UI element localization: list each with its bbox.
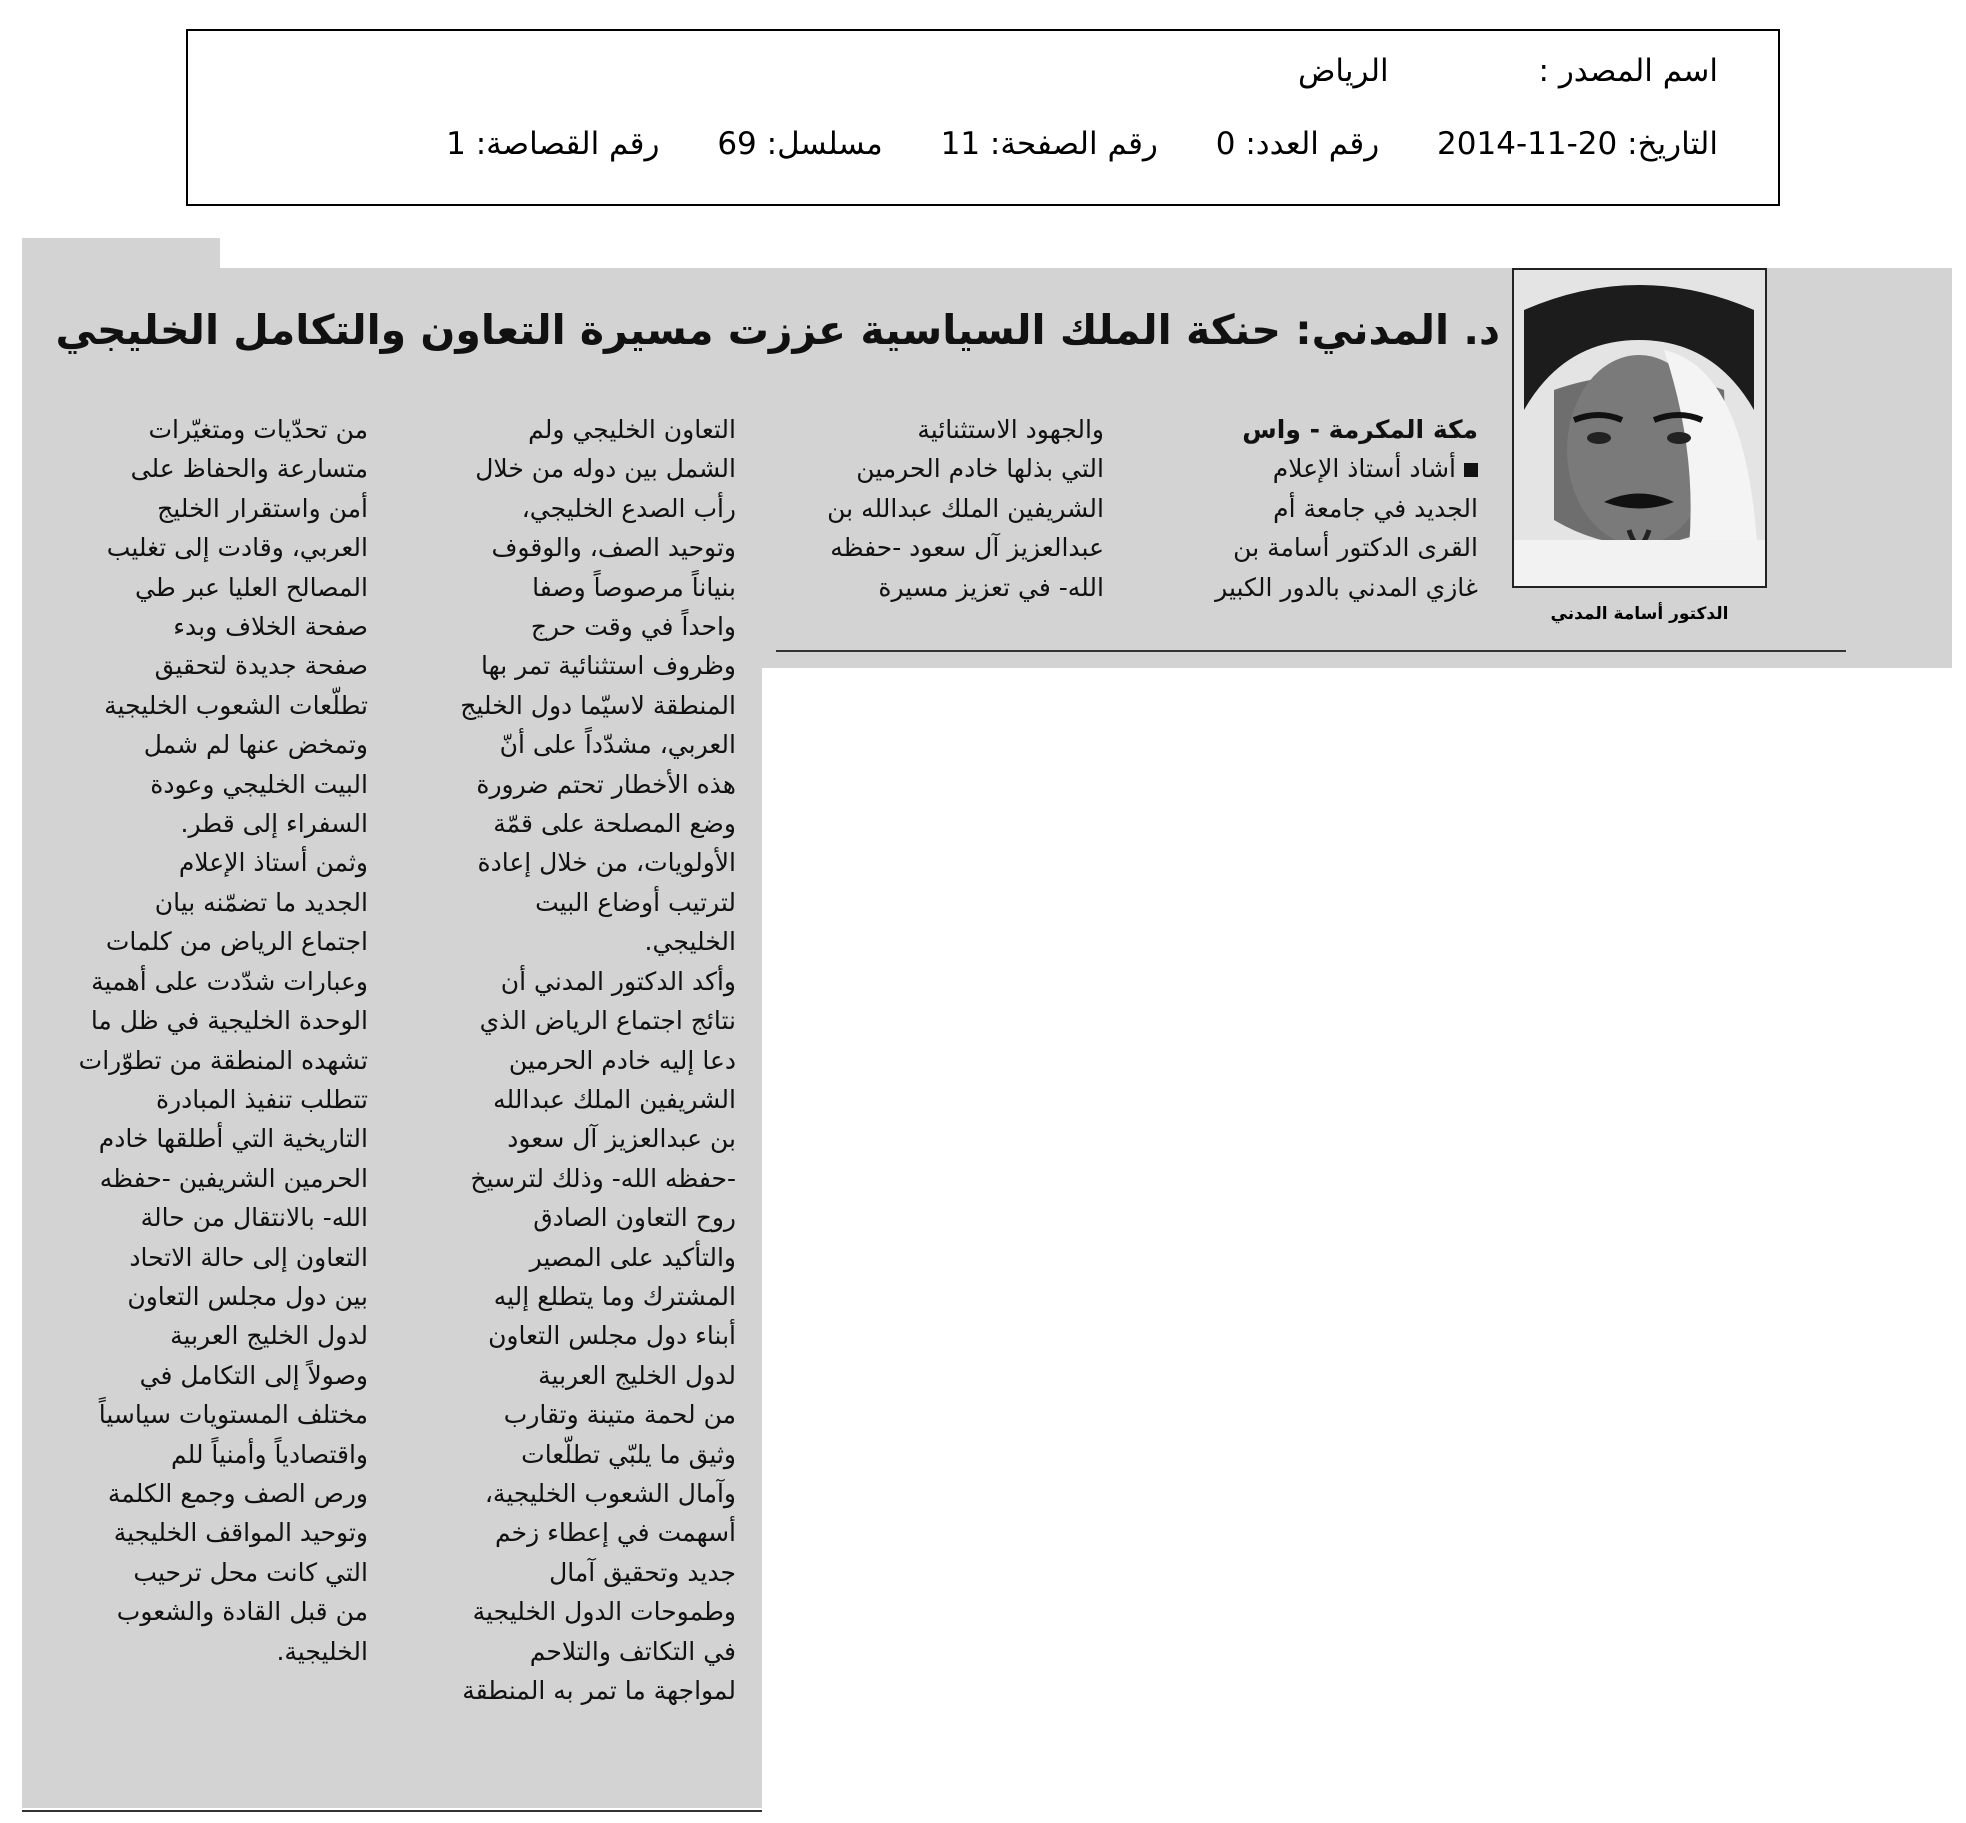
column-line: الله- بالانتقال من حالة (140, 1203, 368, 1233)
column-line: العربي، مشدّداً على أنّ (499, 730, 736, 760)
column-line: بن عبدالعزيز آل سعود (507, 1124, 736, 1154)
serial-field (717, 126, 882, 162)
issue-label: رقم العدد: (1245, 126, 1380, 162)
issue-value: 0 (1215, 126, 1236, 162)
issue-field (1216, 126, 1379, 162)
column-line: المصالح العليا عبر طي (135, 572, 368, 602)
column-line: وتوحيد الصف، والوقوف (491, 533, 736, 563)
column-line: وتمخض عنها لم شمل (143, 730, 368, 760)
column-line: لدول الخليج العربية (170, 1321, 368, 1351)
column-line: صفحة الخلاف وبدء (173, 612, 368, 642)
column-line: أبناء دول مجلس التعاون (488, 1321, 736, 1351)
column-line: الوحدة الخليجية في ظل ما (90, 1006, 368, 1036)
date-field (1437, 126, 1718, 162)
section-divider (776, 650, 1846, 652)
column-line: الشريفين الملك عبدالله بن (827, 493, 1104, 523)
portrait-photo (1512, 268, 1767, 588)
column-line: القرى الدكتور أسامة بن (1233, 533, 1478, 563)
details-row (398, 126, 1718, 162)
column-line: تتطلب تنفيذ المبادرة (155, 1084, 368, 1114)
bullet-square-icon (1464, 463, 1478, 477)
column-line: الخليجية. (276, 1636, 368, 1666)
column-line: لدول الخليج العربية (538, 1360, 736, 1390)
source-row (1298, 53, 1718, 89)
serial-value: 69 (717, 126, 757, 162)
column-line: رأب الصدع الخليجي، (521, 493, 736, 523)
column-line: صفحة جديدة لتحقيق (154, 651, 368, 681)
column-line: غازي المدني بالدور الكبير (1215, 572, 1478, 602)
clip-number-label: رقم القصاصة: (475, 126, 660, 162)
column-line: التي بذلها خادم الحرمين (856, 454, 1104, 484)
column-line: في التكاتف والتلاحم (529, 1636, 736, 1666)
column-line: وأكد الدكتور المدني أن (500, 966, 736, 996)
column-line: التاريخية التي أطلقها خادم (98, 1124, 368, 1154)
column-line: وظروف استثنائية تمر بها (481, 651, 736, 681)
column-line (1178, 449, 1478, 488)
column-line: الحرمين الشريفين -حفظه (99, 1163, 368, 1193)
serial-label: مسلسل: (766, 126, 883, 162)
column-line: واقتصادياً وأمنياً للم (170, 1439, 368, 1469)
portrait-illustration (1514, 270, 1765, 586)
column-line: نتائج اجتماع الرياض الذي (479, 1006, 736, 1036)
page-value: 11 (940, 126, 981, 162)
column-line: مختلف المستويات سياسياً (98, 1400, 368, 1430)
source-value: الرياض (1297, 53, 1389, 89)
column-line: بين دول مجلس التعاون (127, 1281, 368, 1311)
page-label: رقم الصفحة: (989, 126, 1158, 162)
column-line: وصولاً إلى التكامل في (139, 1360, 368, 1390)
article-column-1 (1178, 410, 1478, 607)
article-dateline: مكة المكرمة - واس (1242, 415, 1478, 444)
column-line: التعاون الخليجي ولم (528, 415, 736, 444)
column-line: العربي، وقادت إلى تغليب (106, 533, 368, 563)
article-headline: د. المدني: حنكة الملك السياسية عززت مسيرة التعاون والتكامل الخليجي (55, 306, 1500, 354)
column-line: عبدالعزيز آل سعود -حفظه (830, 533, 1104, 563)
column-line: أمن واستقرار الخليج (157, 493, 368, 523)
column-line: متسارعة والحفاظ على (130, 454, 368, 484)
column-line: الجديد ما تضمّنه بيان (154, 887, 368, 917)
column-line: من قبل القادة والشعوب (116, 1597, 368, 1627)
column-line: من لحمة متينة وتقارب (503, 1400, 736, 1430)
photo-caption: الدكتور أسامة المدني (1550, 604, 1729, 624)
date-label: التاريخ: (1627, 126, 1718, 162)
column-line: واحداً في وقت حرج (530, 612, 736, 642)
column-line: جديد وتحقيق آمال (549, 1557, 736, 1587)
column-line: لترتيب أوضاع البيت (535, 887, 736, 917)
page-field (941, 126, 1158, 162)
article-column-2 (774, 410, 1104, 607)
column-line: وثمن أستاذ الإعلام (178, 848, 368, 878)
column-line: التعاون إلى حالة الاتحاد (129, 1242, 368, 1272)
column-line: وطموحات الدول الخليجية (472, 1597, 736, 1627)
column-line: اجتماع الرياض من كلمات (105, 927, 368, 957)
column-line: دعا إليه خادم الحرمين (508, 1045, 736, 1075)
column-line: وثيق ما يلبّي تطلّعات (521, 1439, 736, 1469)
column-line: هذه الأخطار تحتم ضرورة (476, 769, 736, 799)
source-label: اسم المصدر : (1538, 53, 1718, 89)
bottom-divider (22, 1810, 762, 1812)
clipping-scan-tab (22, 238, 220, 270)
column-line: التي كانت محل ترحيب (133, 1557, 368, 1587)
column-line: الله- في تعزيز مسيرة (878, 572, 1104, 602)
column-line-text: أشاد أستاذ الإعلام (1272, 454, 1456, 484)
column-line: لمواجهة ما تمر به المنطقة (462, 1676, 736, 1705)
column-line: تشهده المنطقة من تطوّرات (78, 1045, 368, 1075)
column-line: الشريفين الملك عبدالله (493, 1084, 736, 1114)
clip-number-field (446, 126, 659, 162)
date-value: 20-11-2014 (1437, 126, 1618, 162)
column-line: المشترك وما يتطلع إليه (493, 1281, 736, 1311)
column-line: الجديد في جامعة أم (1273, 493, 1478, 523)
column-line: وتوحيد المواقف الخليجية (113, 1518, 368, 1548)
column-line: الأولويات، من خلال إعادة (477, 848, 736, 878)
column-line: ورص الصف وجمع الكلمة (107, 1478, 368, 1508)
column-line: وضع المصلحة على قمّة (493, 809, 736, 839)
column-line: السفراء إلى قطر. (180, 809, 368, 839)
article-column-4 (38, 410, 368, 1671)
column-line: وآمال الشعوب الخليجية، (484, 1478, 736, 1508)
column-line: الشمل بين دوله من خلال (475, 454, 736, 484)
column-line: تطلّعات الشعوب الخليجية (104, 690, 368, 720)
column-line: أسهمت في إعطاء زخم (495, 1518, 736, 1548)
column-line: والجهود الاستثنائية (917, 415, 1104, 444)
article-column-3 (406, 410, 736, 1710)
clip-number-value: 1 (446, 126, 466, 162)
column-line: وعبارات شدّدت على أهمية (91, 966, 368, 996)
column-line: روح التعاون الصادق (533, 1203, 736, 1233)
column-line: الخليجي. (644, 927, 736, 957)
column-line: بنياناً مرصوصاً وصفا (532, 572, 736, 602)
column-line: البيت الخليجي وعودة (150, 769, 368, 799)
column-line: والتأكيد على المصير (529, 1242, 736, 1272)
column-line: من تحدّيات ومتغيّرات (148, 415, 368, 444)
column-line: المنطقة لاسيّما دول الخليج (460, 690, 736, 720)
clipping-metadata-box (186, 29, 1780, 206)
column-line: -حفظه الله- وذلك لترسيخ (470, 1163, 736, 1193)
